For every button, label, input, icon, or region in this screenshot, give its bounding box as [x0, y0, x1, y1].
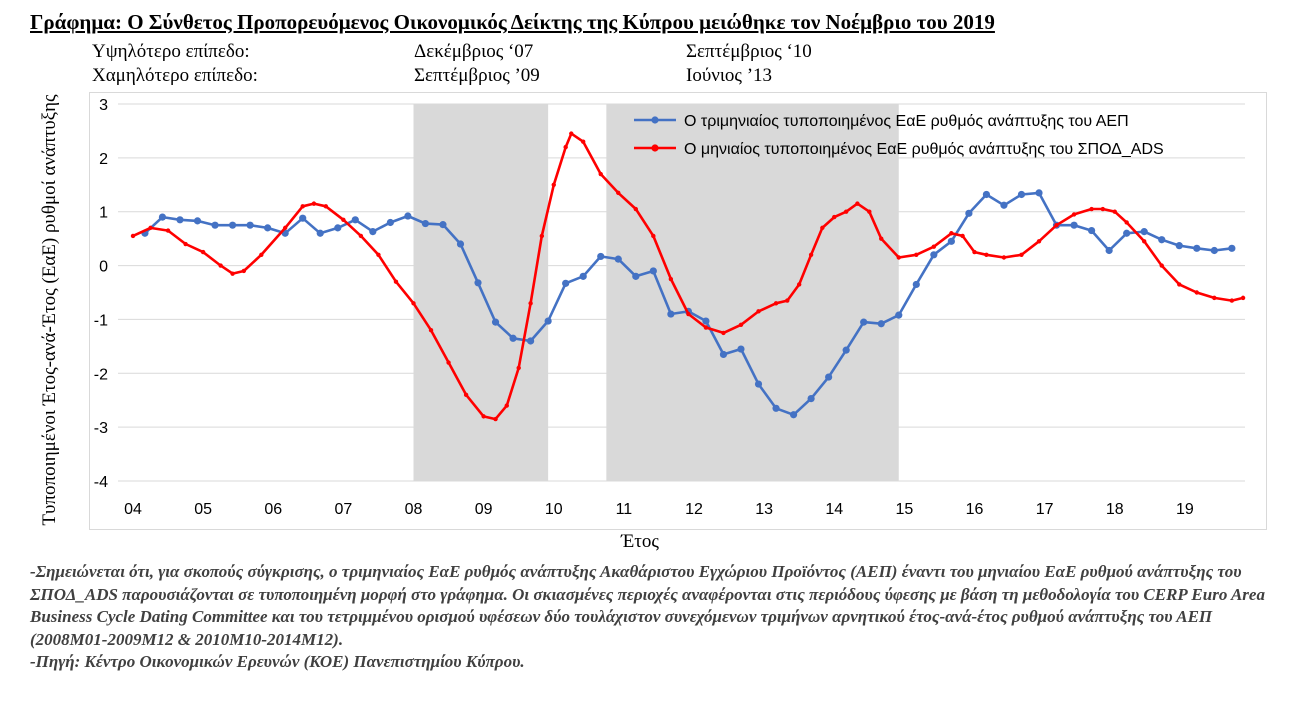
- data-point: [1106, 247, 1113, 254]
- x-tick-label: 10: [544, 501, 563, 518]
- data-point: [376, 253, 380, 257]
- data-point: [516, 366, 520, 370]
- data-point: [797, 282, 801, 286]
- data-point: [756, 309, 760, 313]
- data-point: [897, 255, 901, 259]
- data-point: [1000, 202, 1007, 209]
- data-point: [422, 220, 429, 227]
- data-point: [1228, 245, 1235, 252]
- data-point: [552, 183, 556, 187]
- data-point: [404, 212, 411, 219]
- data-point: [650, 267, 657, 274]
- data-point: [457, 240, 464, 247]
- data-point: [772, 405, 779, 412]
- x-tick-label: 11: [615, 501, 633, 518]
- data-point: [1018, 191, 1025, 198]
- data-point: [176, 216, 183, 223]
- data-point: [1070, 222, 1077, 229]
- legend-swatch-marker: [651, 116, 658, 123]
- data-point: [965, 210, 972, 217]
- data-point: [855, 201, 859, 205]
- data-point: [1211, 247, 1218, 254]
- data-point: [359, 234, 363, 238]
- y-tick-label: 3: [99, 97, 108, 114]
- footnotes: [30, 561, 1280, 674]
- data-point: [352, 216, 359, 223]
- data-point: [739, 323, 743, 327]
- data-point: [1088, 227, 1095, 234]
- data-point: [493, 417, 497, 421]
- data-point: [264, 224, 271, 231]
- data-point: [387, 219, 394, 226]
- data-point: [820, 226, 824, 230]
- data-point: [669, 277, 673, 281]
- data-point: [283, 226, 287, 230]
- data-point: [809, 253, 813, 257]
- data-point: [860, 319, 867, 326]
- data-point: [312, 201, 316, 205]
- x-tick-label: 19: [1175, 501, 1194, 518]
- data-point: [948, 238, 955, 245]
- x-tick-label: 04: [124, 501, 142, 518]
- x-tick-label: 05: [194, 501, 213, 518]
- data-point: [895, 312, 902, 319]
- data-point: [930, 251, 937, 258]
- data-point: [1142, 239, 1146, 243]
- data-point: [545, 317, 552, 324]
- x-axis-label: Έτος: [621, 531, 659, 552]
- data-point: [721, 331, 725, 335]
- data-point: [1054, 223, 1058, 227]
- lowest-level-date-2: Ιούνιος ’13: [686, 65, 773, 86]
- y-tick-label: -3: [93, 420, 108, 438]
- data-point: [867, 210, 871, 214]
- data-point: [702, 317, 709, 324]
- data-point: [159, 214, 166, 221]
- y-tick-label: 1: [99, 204, 108, 222]
- data-point: [148, 226, 152, 230]
- data-point: [949, 231, 953, 235]
- methodology-note: -Σημειώνεται ότι, για σκοπούς σύγκρισης, ο τριμηνιαίος ΕαΕ ρυθμός ανάπτυξης Ακαθάριστου Εγχώριου Προϊόντος (ΑΕΠ) έναντι του μηνιαίου ΕαΕ ρυθμού ανάπτυξης του ΣΠΟΔ_ADS παρουσιάζονται σε τυποποιημένη μορφή στο γράφημα. Οι σκιασμένες περιοχές αναφέρονται στις περιόδους ύφεσης με βάση τη μεθοδολογία του CERP Euro Area Business Cycle Dating Committee και του τετριμμένου ορισμού υφέσεων δύο τουλάχιστον συνεχόμενων τριμήνων αρνητικού έτος-ανά-έτος ρυθμού ανάπτυξης του ΑΕΠ (2008M01-2009M12 & 2010M10-2014M12).: [30, 562, 1265, 649]
- lowest-level-label: Χαμηλότερο επίπεδο:: [92, 65, 258, 86]
- legend-swatch-marker: [651, 144, 658, 151]
- recession-shading: [414, 104, 899, 481]
- data-point: [563, 145, 567, 149]
- data-point: [632, 273, 639, 280]
- data-point: [528, 301, 532, 305]
- data-point: [599, 172, 603, 176]
- data-point: [914, 253, 918, 257]
- data-point: [1212, 296, 1216, 300]
- x-tick-label: 13: [755, 501, 774, 518]
- data-point: [832, 215, 836, 219]
- data-point: [825, 373, 832, 380]
- data-point: [932, 245, 936, 249]
- data-point: [242, 269, 246, 273]
- data-point: [218, 263, 222, 267]
- data-point: [230, 271, 234, 275]
- data-point: [844, 210, 848, 214]
- y-tick-label: -2: [93, 366, 108, 384]
- data-point: [755, 380, 762, 387]
- data-point: [183, 242, 187, 246]
- x-tick-label: 16: [965, 501, 984, 518]
- data-point: [843, 347, 850, 354]
- y-axis-label-box: [20, 94, 80, 526]
- data-point: [464, 393, 468, 397]
- data-point: [131, 234, 135, 238]
- highest-level-date-2: Σεπτέμβριος ‘10: [686, 41, 812, 62]
- data-point: [509, 335, 516, 342]
- recession-band-1: [414, 104, 549, 481]
- data-point: [1002, 255, 1006, 259]
- data-point: [984, 253, 988, 257]
- data-point: [1101, 207, 1105, 211]
- data-point: [194, 217, 201, 224]
- data-point: [737, 345, 744, 352]
- x-axis-ticks: [124, 501, 1194, 518]
- data-point: [581, 140, 585, 144]
- data-point: [651, 234, 655, 238]
- data-point: [667, 310, 674, 317]
- data-point: [1230, 298, 1234, 302]
- legend-entry-1: Ο τριμηνιαίος τυποποιημένος ΕαΕ ρυθμός ανάπτυξης του ΑΕΠ: [684, 113, 1129, 130]
- data-point: [369, 228, 376, 235]
- data-point: [960, 234, 964, 238]
- data-point: [439, 221, 446, 228]
- data-point: [1035, 189, 1042, 196]
- data-point: [229, 222, 236, 229]
- data-point: [597, 253, 604, 260]
- highest-level-date-1: Δεκέμβριος ‘07: [414, 41, 534, 62]
- lowest-level-date-1: Σεπτέμβριος ’09: [414, 65, 540, 86]
- x-tick-label: 09: [474, 501, 493, 518]
- data-point: [1019, 253, 1023, 257]
- data-point: [972, 250, 976, 254]
- x-tick-label: 18: [1105, 501, 1124, 518]
- data-point: [1195, 290, 1199, 294]
- data-point: [615, 256, 622, 263]
- data-point: [527, 337, 534, 344]
- data-point: [785, 298, 789, 302]
- data-point: [1177, 282, 1181, 286]
- x-tick-label: 08: [404, 501, 423, 518]
- data-point: [301, 204, 305, 208]
- source-note: -Πηγή: Κέντρο Οικονομικών Ερευνών (ΚΟΕ) Πανεπιστημίου Κύπρου.: [30, 652, 525, 671]
- data-point: [580, 273, 587, 280]
- data-point: [1124, 220, 1128, 224]
- data-point: [474, 279, 481, 286]
- data-point: [259, 253, 263, 257]
- data-point: [616, 191, 620, 195]
- data-point: [446, 360, 450, 364]
- data-point: [341, 218, 345, 222]
- data-point: [913, 281, 920, 288]
- data-point: [334, 224, 341, 231]
- data-point: [808, 395, 815, 402]
- data-point: [878, 320, 885, 327]
- data-point: [540, 234, 544, 238]
- x-tick-label: 14: [825, 501, 844, 518]
- data-point: [492, 319, 499, 326]
- x-tick-label: 06: [264, 501, 283, 518]
- data-point: [1089, 207, 1093, 211]
- data-point: [324, 204, 328, 208]
- data-point: [1072, 212, 1076, 216]
- x-tick-label: 07: [334, 501, 353, 518]
- data-point: [429, 328, 433, 332]
- data-point: [481, 414, 485, 418]
- data-point: [299, 215, 306, 222]
- y-tick-label: 0: [99, 258, 108, 276]
- legend-entry-2: Ο μηνιαίος τυποποιημένος ΕαΕ ρυθμός ανάπτυξης του ΣΠΟΔ_ADS: [684, 141, 1164, 158]
- y-axis-ticks: [94, 97, 108, 491]
- x-tick-label: 12: [685, 501, 703, 518]
- data-point: [1037, 239, 1041, 243]
- data-point: [879, 236, 883, 240]
- data-point: [634, 207, 638, 211]
- data-point: [201, 250, 205, 254]
- data-point: [166, 228, 170, 232]
- data-point: [505, 403, 509, 407]
- data-point: [562, 280, 569, 287]
- data-point: [1176, 242, 1183, 249]
- recession-band-2: [606, 104, 898, 481]
- x-tick-label: 15: [895, 501, 914, 518]
- y-tick-label: -4: [93, 474, 108, 491]
- data-point: [1113, 210, 1117, 214]
- data-point: [1158, 236, 1165, 243]
- data-point: [211, 222, 218, 229]
- y-tick-label: -1: [93, 312, 108, 330]
- x-tick-label: 17: [1035, 501, 1054, 518]
- data-point: [790, 411, 797, 418]
- data-point: [774, 301, 778, 305]
- y-axis-label: Τυποποιημένοι Έτος-ανά-Έτος (ΕαΕ) ρυθμοί ανάπτυξης: [39, 94, 60, 526]
- data-point: [247, 222, 254, 229]
- data-point: [983, 191, 990, 198]
- data-point: [686, 312, 690, 316]
- data-point: [1160, 263, 1164, 267]
- data-point: [394, 280, 398, 284]
- y-tick-label: 2: [99, 150, 108, 168]
- chart-title: Γράφημα: Ο Σύνθετος Προπορευόμενος Οικονομικός Δείκτης της Κύπρου μειώθηκε τον Νοέμβριο του 2019: [30, 10, 995, 34]
- data-point: [317, 230, 324, 237]
- data-point: [1123, 230, 1130, 237]
- data-point: [569, 131, 573, 135]
- data-point: [704, 325, 708, 329]
- data-point: [1193, 245, 1200, 252]
- data-point: [411, 301, 415, 305]
- data-point: [1141, 228, 1148, 235]
- highest-level-label: Υψηλότερο επίπεδο:: [92, 41, 250, 62]
- data-point: [720, 351, 727, 358]
- data-point: [1241, 296, 1245, 300]
